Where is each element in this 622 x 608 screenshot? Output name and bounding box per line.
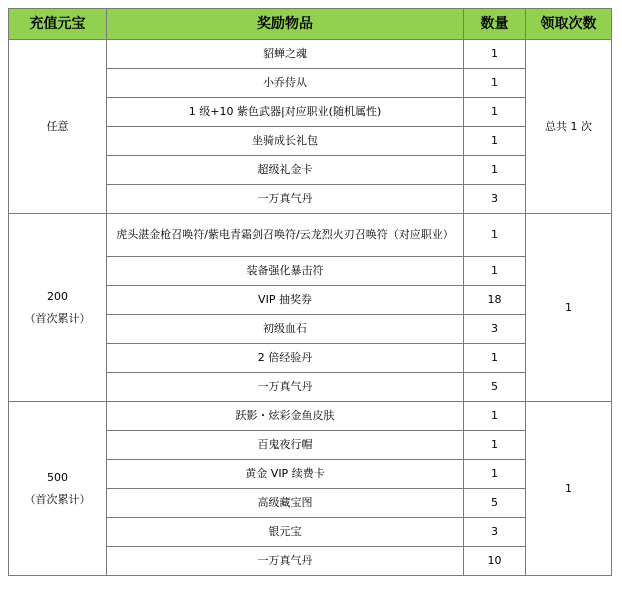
claim-times-cell: 1 — [526, 402, 612, 576]
header-recharge: 充值元宝 — [9, 9, 107, 40]
recharge-amount: 500 — [47, 470, 68, 484]
recharge-note: （首次累计） — [24, 492, 91, 506]
item-name: 一万真气丹 — [107, 547, 464, 576]
item-qty: 18 — [464, 286, 526, 315]
item-qty: 1 — [464, 257, 526, 286]
item-name: 一万真气丹 — [107, 185, 464, 214]
item-qty: 3 — [464, 315, 526, 344]
table-row — [9, 402, 612, 431]
claim-times-cell: 总共 1 次 — [526, 40, 612, 214]
item-name: 高级藏宝图 — [107, 489, 464, 518]
item-name: 初级血石 — [107, 315, 464, 344]
item-name: 貂蝉之魂 — [107, 40, 464, 69]
item-name: 装备强化暴击符 — [107, 257, 464, 286]
item-name: 1 级+10 紫色武器|对应职业(随机属性) — [107, 98, 464, 127]
item-qty: 1 — [464, 156, 526, 185]
item-qty: 10 — [464, 547, 526, 576]
item-name: 一万真气丹 — [107, 373, 464, 402]
item-qty: 1 — [464, 460, 526, 489]
item-qty: 1 — [464, 402, 526, 431]
header-reward-item: 奖励物品 — [107, 9, 464, 40]
item-name: 虎头湛金枪召唤符/紫电青霜剑召唤符/云龙烈火刃召唤符（对应职业） — [107, 214, 464, 257]
item-name: 百鬼夜行帽 — [107, 431, 464, 460]
item-qty: 5 — [464, 489, 526, 518]
claim-times-cell: 1 — [526, 214, 612, 402]
item-qty: 1 — [464, 40, 526, 69]
item-qty: 1 — [464, 431, 526, 460]
item-name: 跃影・炫彩金鱼皮肤 — [107, 402, 464, 431]
item-name: 银元宝 — [107, 518, 464, 547]
item-qty: 1 — [464, 98, 526, 127]
item-name: 坐骑成长礼包 — [107, 127, 464, 156]
item-name: VIP 抽奖券 — [107, 286, 464, 315]
item-qty: 1 — [464, 127, 526, 156]
recharge-note: （首次累计） — [24, 311, 91, 325]
item-qty: 1 — [464, 69, 526, 98]
recharge-cell-200 — [9, 214, 107, 402]
header-claim-times: 领取次数 — [526, 9, 612, 40]
item-name: 黄金 VIP 续费卡 — [107, 460, 464, 489]
rewards-table — [8, 8, 612, 576]
table-row — [9, 214, 612, 257]
item-qty: 3 — [464, 185, 526, 214]
item-qty: 5 — [464, 373, 526, 402]
header-quantity: 数量 — [464, 9, 526, 40]
recharge-cell-500 — [9, 402, 107, 576]
recharge-amount: 200 — [47, 289, 68, 303]
recharge-cell-any — [9, 40, 107, 214]
item-name: 超级礼金卡 — [107, 156, 464, 185]
item-qty: 1 — [464, 214, 526, 257]
table-row — [9, 40, 612, 69]
item-qty: 3 — [464, 518, 526, 547]
table-header-row — [9, 9, 612, 40]
recharge-amount: 任意 — [46, 119, 69, 133]
item-name: 小乔侍从 — [107, 69, 464, 98]
item-name: 2 倍经验丹 — [107, 344, 464, 373]
item-qty: 1 — [464, 344, 526, 373]
